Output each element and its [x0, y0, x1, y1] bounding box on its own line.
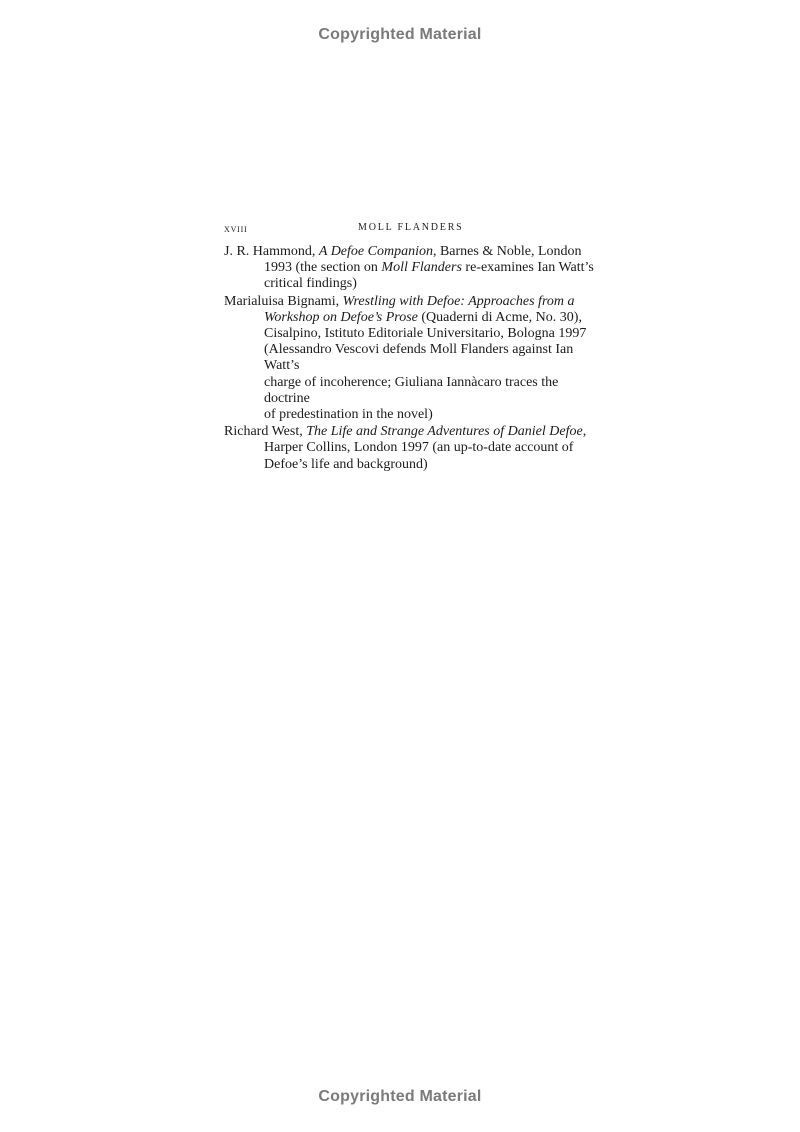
- entry-line: Harper Collins, London 1997 (an up-to-date account of: [264, 440, 574, 456]
- book-title: A Defoe Companion: [318, 244, 433, 259]
- running-head-title: MOLL FLANDERS: [358, 222, 464, 233]
- book-title: The Life and Strange Adventures of Daniel Defoe: [306, 424, 583, 440]
- entry-line: (Alessandro Vescovi defends Moll Flanders against Ian Watt’s: [264, 342, 574, 374]
- entry-line: J. R. Hammond, A Defoe Companion, Barnes & Noble, London: [224, 244, 582, 259]
- entry-line: 1993 (the section on Moll Flanders re-examines Ian Watt’s: [264, 260, 594, 276]
- book-title: Workshop on Defoe’s Prose: [264, 309, 418, 325]
- entry-line: Cisalpino, Istituto Editoriale Universitario, Bologna 1997: [264, 326, 587, 342]
- entry-line: of predestination in the novel): [264, 407, 433, 423]
- bibliography-entry: [224, 294, 594, 424]
- running-head: [224, 222, 584, 238]
- book-title: Wrestling with Defoe: Approaches from a: [342, 293, 575, 309]
- watermark-top: Copyrighted Material: [318, 26, 482, 43]
- page-number: xviii: [224, 223, 248, 235]
- entry-line: Workshop on Defoe’s Prose (Quaderni di Acme, No. 30),: [264, 309, 582, 325]
- entry-line: critical findings): [264, 276, 357, 292]
- entry-line: Defoe’s life and background): [264, 456, 428, 472]
- bibliography-entry: [224, 424, 594, 473]
- book-title: Moll Flanders: [381, 260, 462, 276]
- entry-line: Marialuisa Bignami, Wrestling with Defoe: Approaches from a: [224, 293, 575, 309]
- bibliography-list: [224, 244, 594, 474]
- entry-line: Richard West, The Life and Strange Adventures of Daniel Defoe,: [224, 424, 587, 440]
- entry-line: charge of incoherence; Giuliana Iannàcaro traces the doctrine: [264, 374, 559, 406]
- watermark-bottom: Copyrighted Material: [318, 1088, 482, 1105]
- bibliography-entry: [224, 244, 594, 293]
